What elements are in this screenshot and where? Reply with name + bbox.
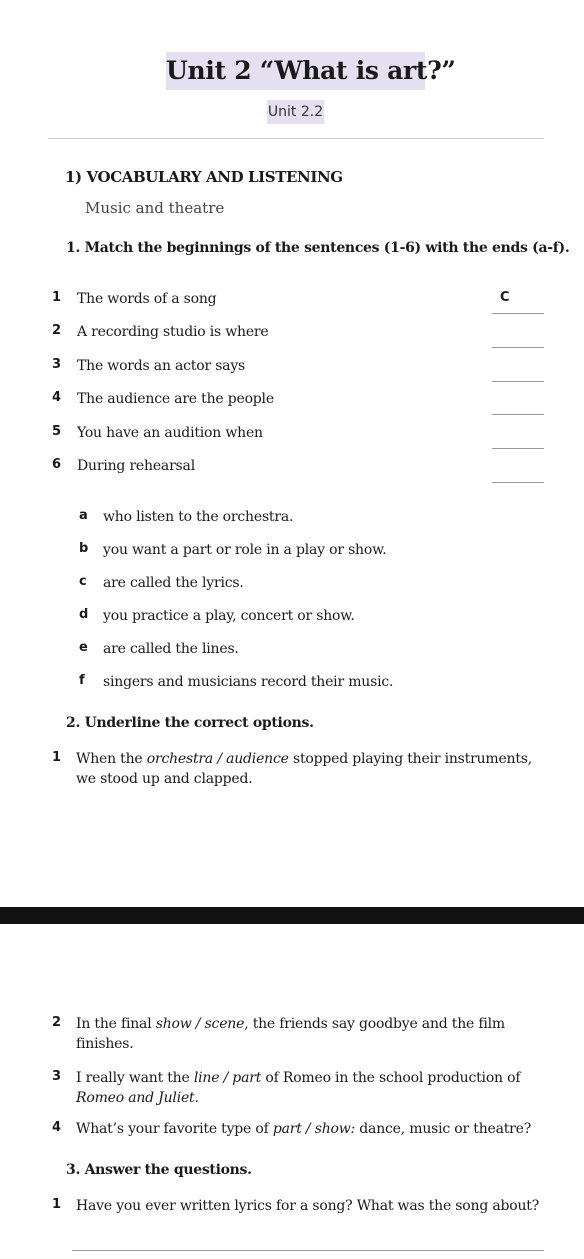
sentence-text: of Romeo in the school production of: [261, 1070, 521, 1086]
item-number: 2: [52, 1015, 62, 1030]
sentence-line-2: finishes.: [76, 1036, 134, 1052]
page-break-band: [0, 907, 584, 924]
sentence-text: dance, music or theatre?: [355, 1121, 532, 1137]
item-number: 6: [52, 457, 62, 472]
option-choices[interactable]: part / show:: [272, 1121, 356, 1137]
item-number: 3: [52, 1069, 62, 1084]
item-number: 5: [52, 424, 62, 439]
answer-value: C: [500, 290, 510, 305]
sentence-ending: are called the lines.: [103, 641, 239, 657]
answer-blank[interactable]: [492, 482, 544, 483]
ending-letter: e: [79, 640, 88, 655]
sentence-ending: you want a part or role in a play or show.: [103, 542, 387, 558]
sentence-text: I really want the: [76, 1070, 194, 1086]
answer-blank[interactable]: [492, 347, 544, 348]
section-heading: 1) VOCABULARY AND LISTENING: [65, 168, 343, 186]
sentence-line: [76, 1121, 546, 1137]
sentence-beginning: The words of a song: [77, 291, 217, 307]
divider: [48, 138, 544, 139]
option-choices[interactable]: show / scene: [155, 1016, 245, 1032]
item-number: 2: [52, 323, 62, 338]
sentence-line: [76, 1016, 546, 1032]
item-number: 1: [52, 1197, 62, 1212]
ending-letter: b: [79, 541, 89, 556]
ending-letter: f: [79, 673, 85, 688]
section-subheading: Music and theatre: [85, 199, 225, 217]
sentence-beginning: A recording studio is where: [77, 324, 269, 340]
task-3-title: 3. Answer the questions.: [66, 1162, 252, 1178]
answer-blank[interactable]: [492, 313, 544, 314]
answer-blank[interactable]: [492, 448, 544, 449]
sentence-beginning: The audience are the people: [77, 391, 274, 407]
option-choices[interactable]: orchestra / audience: [146, 751, 289, 767]
sentence-line-2: Romeo and Juliet.: [76, 1090, 199, 1106]
item-number: 1: [52, 750, 62, 765]
sentence-text: When the: [76, 751, 147, 767]
page-subtitle: Unit 2.2: [267, 100, 324, 124]
task-1-title: 1. Match the beginnings of the sentences (1-6) with the ends (a-f).: [66, 240, 570, 256]
question-text: Have you ever written lyrics for a song? What was the song about?: [76, 1198, 540, 1214]
sentence-beginning: The words an actor says: [77, 358, 246, 374]
item-number: 3: [52, 357, 62, 372]
answer-blank[interactable]: [492, 414, 544, 415]
sentence-line: [76, 751, 546, 767]
sentence-text: In the final: [76, 1016, 156, 1032]
sentence-beginning: During rehearsal: [77, 458, 195, 474]
answer-blank[interactable]: [492, 381, 544, 382]
sentence-text: What’s your favorite type of: [76, 1121, 273, 1137]
option-choices[interactable]: line / part: [193, 1070, 262, 1086]
sentence-line-2: we stood up and clapped.: [76, 771, 253, 787]
sentence-ending: are called the lyrics.: [103, 575, 244, 591]
sentence-line: [76, 1070, 546, 1086]
ending-letter: d: [79, 607, 89, 622]
item-number: 4: [52, 1120, 62, 1135]
task-2-title: 2. Underline the correct options.: [66, 715, 314, 731]
sentence-ending: singers and musicians record their music.: [103, 674, 394, 690]
sentence-text: stopped playing their instruments,: [288, 751, 533, 767]
sentence-ending: you practice a play, concert or show.: [103, 608, 355, 624]
sentence-ending: who listen to the orchestra.: [103, 509, 294, 525]
item-number: 1: [52, 290, 62, 305]
answer-blank[interactable]: [72, 1250, 544, 1251]
sentence-beginning: You have an audition when: [77, 425, 263, 441]
sentence-text: , the friends say goodbye and the film: [244, 1016, 505, 1032]
item-number: 4: [52, 390, 62, 405]
page-title: Unit 2 “What is art?”: [166, 52, 425, 90]
ending-letter: a: [79, 508, 88, 523]
ending-letter: c: [79, 574, 87, 589]
